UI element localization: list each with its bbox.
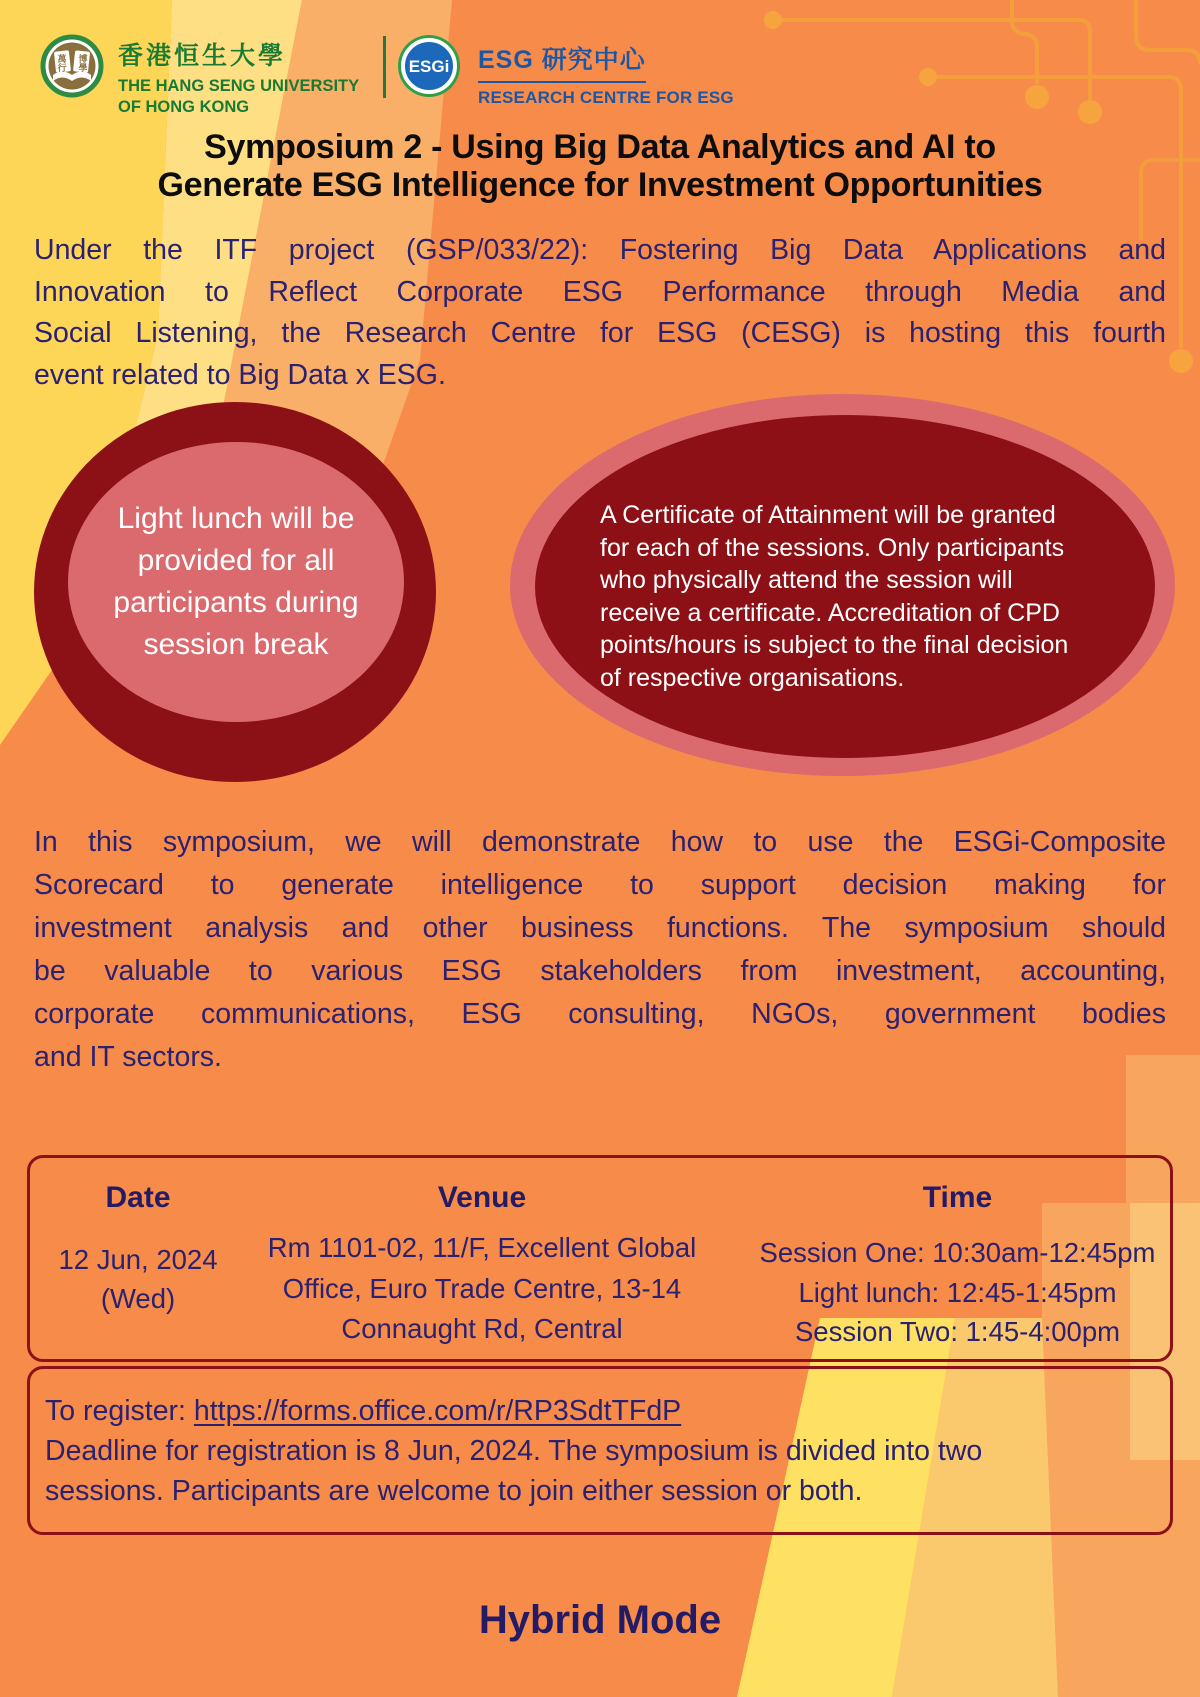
cesg-name-english: RESEARCH CENTRE FOR ESG (478, 88, 734, 107)
lunch-badge (68, 442, 404, 722)
schedule-venue-line: Connaught Rd, Central (341, 1313, 623, 1344)
intro-line: Innovation to Reflect Corporate ESG Performance through Media and (34, 275, 1166, 308)
hsu-seal-icon (40, 34, 104, 98)
certificate-line: of respective organisations. (600, 663, 905, 692)
seal-char: 萬 (57, 54, 67, 64)
hybrid-mode-label: Hybrid Mode (478, 1598, 722, 1642)
body-line: In this symposium, we will demonstrate how to use the ESGi-Composite (34, 826, 1166, 858)
registration-content (45, 1391, 1157, 1511)
certificate-line: A Certificate of Attainment will be granted (600, 501, 1056, 529)
body-line: investment analysis and other business functions. The symposium should (34, 912, 1166, 944)
cesg-name-chinese: ESG 研究中心 (478, 40, 646, 83)
certificate-line: receive a certificate. Accreditation of CPD (600, 598, 1060, 627)
lunch-badge-line: Light lunch will be (117, 502, 355, 535)
schedule-time-line: Session Two: 1:45-4:00pm (794, 1316, 1121, 1347)
registration-form-link[interactable]: https://forms.office.com/r/RP3SdtTFdP (193, 1395, 682, 1427)
seal-char: 博 (78, 54, 88, 64)
schedule-venue-cell (242, 1228, 722, 1350)
certificate-line: for each of the sessions. Only participants (600, 533, 1065, 562)
body-line: Scorecard to generate intelligence to support decision making for (34, 869, 1166, 901)
intro-paragraph (34, 230, 1166, 396)
schedule-time-line: Light lunch: 12:45-1:45pm (798, 1276, 1117, 1308)
hsu-name-english (118, 76, 359, 118)
hsu-logo-text (118, 36, 359, 118)
certificate-line: points/hours is subject to the final decision (600, 631, 1069, 659)
page-title-line1: Symposium 2 - Using Big Data Analytics and AI to (204, 128, 996, 166)
schedule-venue-line: Office, Euro Trade Centre, 13-14 (282, 1272, 682, 1304)
intro-line: Social Listening, the Research Centre for ESG (CESG) is hosting this fourth (34, 317, 1166, 349)
page-title-line2: Generate ESG Intelligence for Investment Opportunities (157, 166, 1043, 204)
schedule-header-date: Date (105, 1181, 171, 1214)
hsu-name-english-line2: OF HONG KONG (118, 98, 250, 116)
body-line: be valuable to various ESG stakeholders from investment, accounting, (34, 955, 1166, 987)
schedule-time-line: Session One: 10:30am-12:45pm (759, 1237, 1156, 1268)
page-title (0, 128, 1200, 204)
schedule-time-cell (745, 1233, 1170, 1352)
seal-char: 行 (57, 63, 67, 73)
body-line: corporate communications, ESG consulting, NGOs, government bodies (34, 998, 1166, 1030)
body-line: and IT sectors. (34, 1041, 222, 1073)
schedule-venue-line: Rm 1101-02, 11/F, Excellent Global (267, 1232, 697, 1263)
body-paragraph (34, 821, 1166, 1079)
esgi-badge-label: ESGi (408, 57, 450, 76)
hsu-name-english-line1: THE HANG SENG UNIVERSITY (118, 77, 360, 95)
schedule-date-cell (38, 1240, 238, 1318)
intro-line: Under the ITF project (GSP/033/22): Fostering Big Data Applications and (34, 234, 1166, 266)
esgi-badge-icon (396, 33, 462, 99)
hsu-name-chinese: 香港恒生大學 (118, 42, 287, 70)
seal-char: 學 (78, 63, 88, 73)
registration-link-line (45, 1391, 1157, 1431)
cesg-logo-text (478, 40, 734, 108)
schedule-header-time: Time (922, 1181, 993, 1214)
schedule-header-venue: Venue (437, 1181, 527, 1214)
schedule-date-line: (Wed) (100, 1283, 176, 1314)
registration-note-line: sessions. Participants are welcome to join either session or both. (45, 1475, 863, 1507)
schedule-box (27, 1155, 1173, 1362)
logo-divider (383, 36, 386, 98)
lunch-badge-line: provided for all (137, 544, 335, 577)
lunch-badge-line: participants during (113, 586, 359, 619)
register-label: To register: (45, 1395, 194, 1427)
registration-note-line: Deadline for registration is 8 Jun, 2024. The symposium is divided into two (45, 1435, 983, 1467)
schedule-date-line: 12 Jun, 2024 (58, 1244, 218, 1275)
lunch-badge-line: session break (143, 628, 329, 661)
intro-line: event related to Big Data x ESG. (34, 358, 446, 391)
certificate-badge-text (600, 499, 1145, 694)
certificate-line: who physically attend the session will (600, 566, 1013, 594)
registration-box (27, 1366, 1173, 1535)
